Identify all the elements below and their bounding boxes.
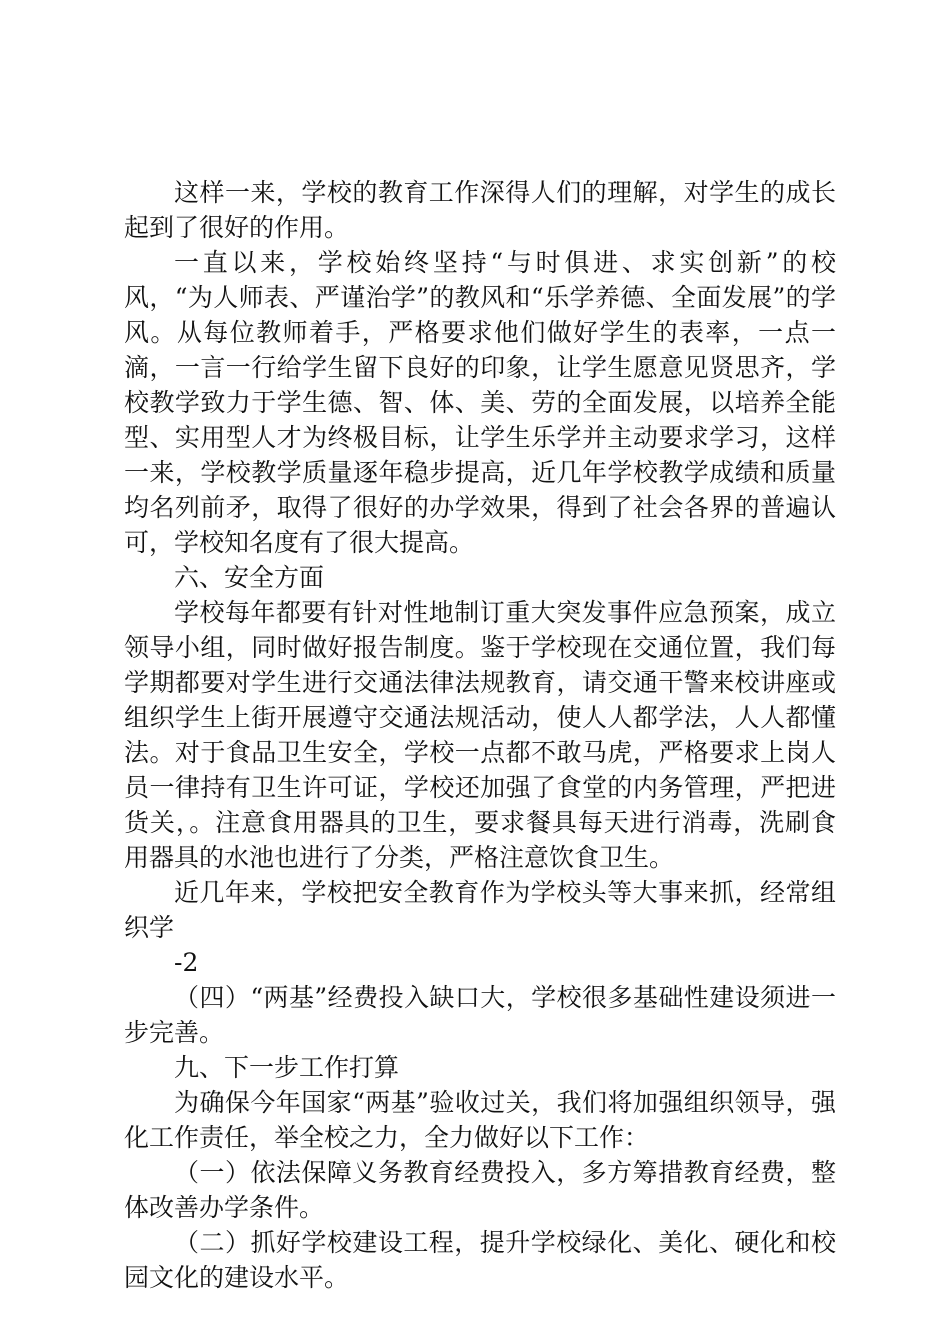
document-body <box>124 175 836 1295</box>
paragraph-step-two: （二）抓好学校建设工程，提升学校绿化、美化、硬化和校园文化的建设水平。 <box>124 1228 836 1292</box>
paragraph-step-one: （一）依法保障义务教育经费投入，多方筹措教育经费，整体改善办学条件。 <box>124 1158 836 1222</box>
paragraph-funding-gap: （四）“两基”经费投入缺口大，学校很多基础性建设须进一步完善。 <box>124 983 836 1047</box>
paragraph-intro: 这样一来，学校的教育工作深得人们的理解，对学生的成长起到了很好的作用。 <box>124 178 836 242</box>
paragraph-safety-education: 近几年来，学校把安全教育作为学校头等大事来抓，经常组织学 <box>124 878 836 942</box>
section-heading-safety: 六、安全方面 <box>174 563 325 592</box>
paragraph-safety: 学校每年都要有针对性地制订重大突发事件应急预案，成立领导小组，同时做好报告制度。鉴于学校现在交通位置，我们每学期都要对学生进行交通法律法规教育，请交通干警来校讲座或组织学生上街开展遵守交通法规活动，使人人都学法，人人都懂法。对于食品卫生安全，学校一点都不敢马虎，严格要求上岗人员一律持有卫生许可证，学校还加强了食堂的内务管理，严把进货关，。注意食用器具的卫生，要求餐具每天进行消毒，洗刷食用器具的水池也进行了分类，严格注意饮食卫生。 <box>124 598 836 872</box>
section-heading-next-steps: 九、下一步工作打算 <box>174 1053 400 1082</box>
paragraph-school-ethos: 一直以来，学校始终坚持“与时俱进、求实创新”的校风，“为人师表、严谨治学”的教风和“乐学养德、全面发展”的学风。从每位教师着手，严格要求他们做好学生的表率，一点一滴，一言一行给学生留下良好的印象，让学生愿意见贤思齐，学校教学致力于学生德、智、体、美、劳的全面发展，以培养全能型、实用型人才为终极目标，让学生乐学并主动要求学习，这样一来，学校教学质量逐年稳步提高，近几年学校教学成绩和质量均名列前矛，取得了很好的办学效果，得到了社会各界的普遍认可，学校知名度有了很大提高。 <box>124 248 836 557</box>
paragraph-next-steps-intro: 为确保今年国家“两基”验收过关，我们将加强组织领导，强化工作责任，举全校之力，全力做好以下工作： <box>124 1088 836 1152</box>
page-number: -2 <box>174 948 199 977</box>
